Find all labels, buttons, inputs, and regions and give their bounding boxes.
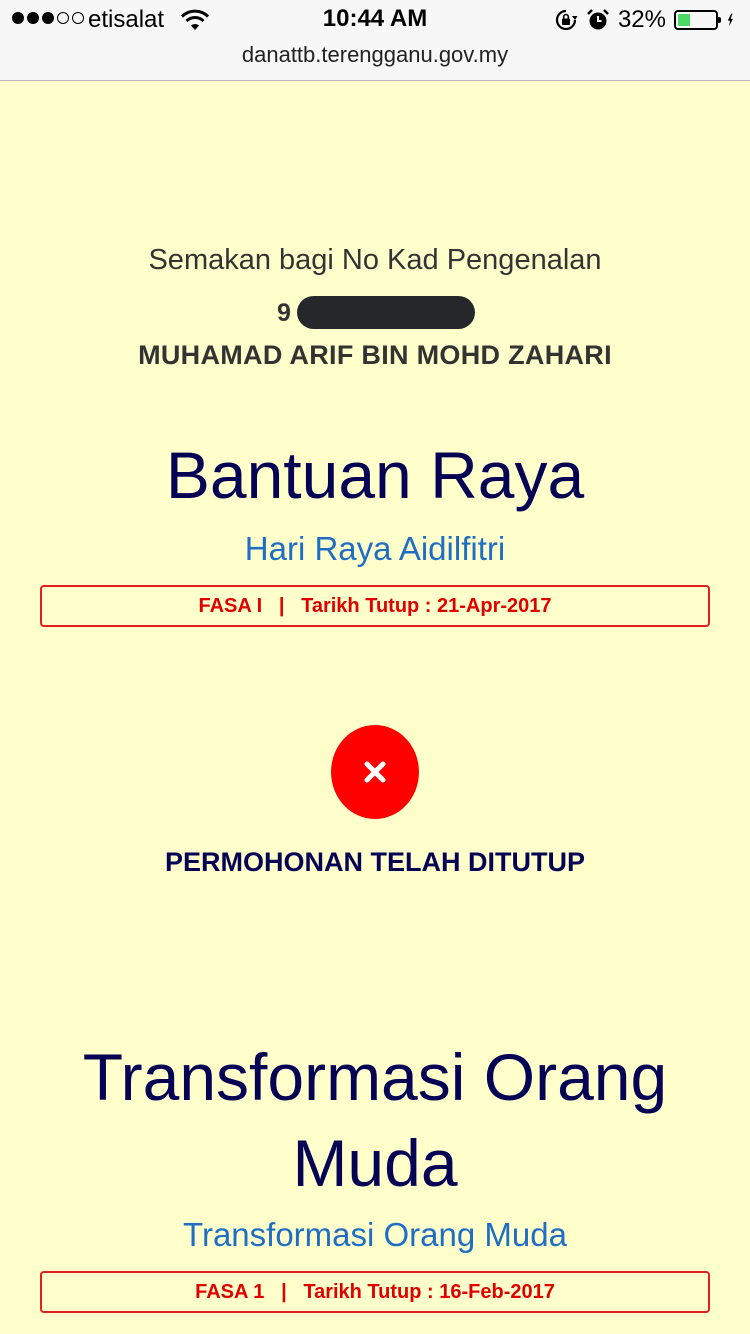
battery-percentage: 32% bbox=[617, 6, 666, 33]
battery-tip bbox=[718, 17, 721, 23]
status-time: 10:44 AM bbox=[322, 5, 428, 32]
program-subtitle: Hari Raya Aidilfitri bbox=[244, 530, 506, 567]
program-title-line: Muda bbox=[292, 1126, 458, 1200]
battery-icon bbox=[674, 10, 718, 30]
status-right-group bbox=[554, 6, 740, 34]
program-title-line: Transformasi Orang bbox=[82, 1040, 668, 1114]
ic-number-row bbox=[0, 296, 750, 330]
rotation-lock-icon bbox=[554, 8, 578, 32]
program-title bbox=[0, 1034, 750, 1206]
browser-chrome bbox=[0, 0, 750, 81]
closed-status-badge bbox=[331, 725, 419, 819]
charging-bolt-icon bbox=[726, 8, 740, 32]
ic-number-prefix: 9 bbox=[277, 299, 291, 327]
battery-level-fill bbox=[678, 14, 690, 26]
ic-check-label: Semakan bagi No Kad Pengenalan bbox=[148, 244, 602, 276]
carrier-name: etisalat bbox=[88, 6, 165, 33]
alarm-icon bbox=[586, 8, 610, 32]
program-title: Bantuan Raya bbox=[165, 438, 585, 512]
address-bar-url[interactable]: danattb.terengganu.gov.my bbox=[241, 42, 509, 67]
applicant-name: MUHAMAD ARIF BIN MOHD ZAHARI bbox=[138, 340, 612, 370]
phase-closing-date-box: FASA 1 | Tarikh Tutup : 16-Feb-2017 bbox=[40, 1271, 710, 1313]
phase-closing-date-box: FASA I | Tarikh Tutup : 21-Apr-2017 bbox=[40, 585, 710, 627]
close-x-icon bbox=[364, 761, 386, 783]
status-bar bbox=[0, 0, 750, 40]
program-subtitle: Transformasi Orang Muda bbox=[183, 1216, 567, 1253]
ic-number-redaction bbox=[297, 296, 475, 329]
application-closed-message: PERMOHONAN TELAH DITUTUP bbox=[165, 847, 585, 877]
